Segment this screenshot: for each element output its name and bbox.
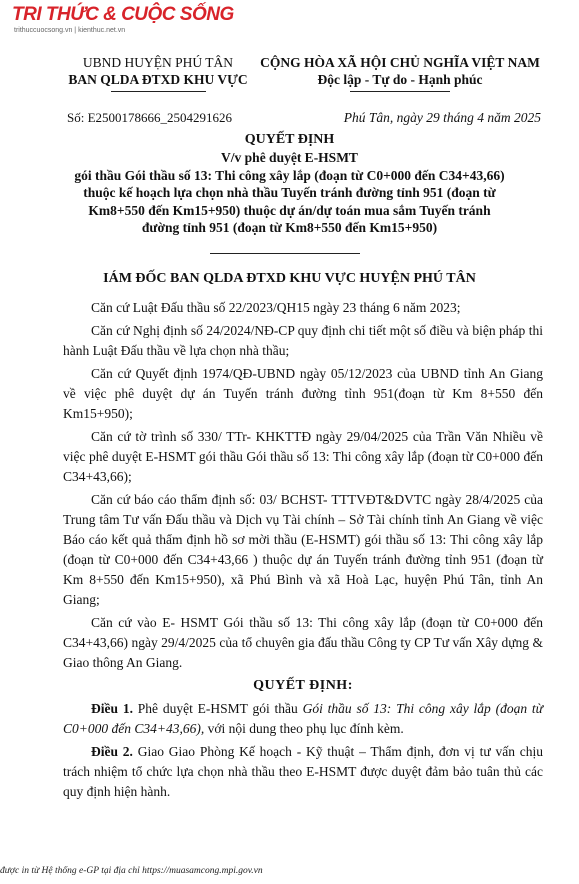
footer-note: được in từ Hệ thống e-GP tại địa chỉ https://muasamcong.mpi.gov.vn bbox=[0, 866, 263, 876]
title-divider bbox=[210, 253, 360, 254]
site-logo bbox=[12, 4, 234, 34]
basis-paragraph: Căn cứ tờ trình số 330/ TTr- KHKTTĐ ngày 29/04/2025 của Trần Văn Nhiều về việc phê duyệt E-HSMT gói thầu Gói thầu số 13: Thi công xây lắp (đoạn từ C0+000 đến C34+43,66); bbox=[63, 429, 543, 484]
article-1-label: Điều 1. bbox=[91, 701, 133, 716]
motto-underline bbox=[350, 91, 450, 92]
issuing-agency bbox=[58, 54, 258, 92]
subtitle-line: gói thầu Gói thầu số 13: Thi công xây lắp (đoạn từ C0+000 đến C34+43,66) bbox=[74, 167, 505, 183]
subtitle-line: đường tỉnh 951 (đoạn từ Km8+550 đến Km15+950) bbox=[141, 220, 438, 235]
article-1-text: Phê duyệt E-HSMT gói thầu bbox=[132, 701, 303, 716]
decision-heading: QUYẾT ĐỊNH: bbox=[253, 678, 353, 693]
subtitle-line: V/v phê duyệt E-HSMT bbox=[221, 150, 358, 165]
country-name: CỘNG HÒA XÃ HỘI CHỦ NGHĨA VIỆT NAM bbox=[260, 55, 540, 70]
article-1-italic: Gói thầu số 13: Thi công xây lắp (đoạn từ C0+000 đến C34+43,66), bbox=[63, 701, 543, 736]
subtitle-line: thuộc kế hoạch lựa chọn nhà thầu Tuyến tránh đường tỉnh 951 (đoạn từ bbox=[83, 185, 496, 200]
basis-paragraph: Căn cứ Luật Đấu thầu số 22/2023/QH15 ngày 23 tháng 6 năm 2023; bbox=[91, 300, 461, 315]
agency-line-2: BAN QLDA ĐTXD KHU VỰC bbox=[68, 72, 248, 87]
basis-paragraph: Căn cứ vào E- HSMT Gói thầu số 13: Thi công xây lắp (đoạn từ C0+000 đến C34+43,66) ngày 29/4/2025 của tổ chuyên gia đấu thầu Công ty CP Tư vấn Xây dựng & Giao thông An Giang. bbox=[63, 615, 543, 670]
document-number: Số: E2500178666_2504291626 bbox=[67, 110, 233, 125]
article-2-label: Điều 2. bbox=[91, 744, 133, 759]
article-2-text: Giao Giao Phòng Kế hoạch - Kỹ thuật – Thẩm định, đơn vị tư vấn chịu trách nhiệm tổ chức lựa chọn nhà thầu theo E-HSMT được duyệt đảm bảo tuân thủ các quy định hiện hành. bbox=[63, 744, 543, 799]
basis-paragraph: Căn cứ Quyết định 1974/QĐ-UBND ngày 05/12/2023 của UBND tỉnh An Giang về việc phê duyệt dự án Tuyến tránh đường tỉnh 951(đoạn từ Km 8+550 đến Km15+950); bbox=[63, 366, 543, 421]
national-motto bbox=[250, 54, 550, 92]
basis-paragraph: Căn cứ Nghị định số 24/2024/NĐ-CP quy định chi tiết một số điều và biện pháp thi hành Luật Đấu thầu về lựa chọn nhà thầu; bbox=[63, 323, 543, 358]
article-2 bbox=[63, 742, 543, 802]
document-title: QUYẾT ĐỊNH bbox=[244, 132, 335, 147]
basis-paragraph: Căn cứ báo cáo thẩm định số: 03/ BCHST- TTTVĐT&DVTC ngày 28/4/2025 của Trung tâm Tư vấn Đấu thầu và Dịch vụ Tài chính – Sở Tài chính tỉnh An Giang về việc Báo cáo kết quả thẩm định hồ sơ mời thầu (E-HSMT) gói thầu số 13: Thi công xây lắp (đoạn từ C0+000 đến C34+43,66 ) thuộc dự án Tuyến tránh đường tỉnh 951 (đoạn từ Km 8+550 đến Km15+950), xã Phú Bình và xã Hoà Lạc, huyện Phú Tân, tỉnh An Giang; bbox=[63, 492, 543, 607]
article-1-text-end: với nội dung theo phụ lục đính kèm. bbox=[204, 721, 404, 736]
article-1 bbox=[63, 699, 543, 739]
agency-underline bbox=[111, 91, 206, 92]
document-body bbox=[63, 298, 543, 805]
document-header bbox=[0, 54, 579, 114]
agency-line-1: UBND HUYỆN PHÚ TÂN bbox=[82, 55, 234, 70]
document-date: Phú Tân, ngày 29 tháng 4 năm 2025 bbox=[343, 110, 541, 125]
subtitle-line: Km8+550 đến Km15+950) thuộc dự án/dự toán mua sắm Tuyến tránh bbox=[88, 202, 491, 218]
motto: Độc lập - Tự do - Hạnh phúc bbox=[317, 72, 483, 87]
logo-text: TRI THỨC & CUỘC SỐNG bbox=[12, 4, 234, 25]
document-subtitle bbox=[0, 149, 579, 237]
authority-heading: IÁM ĐỐC BAN QLDA ĐTXD KHU VỰC HUYỆN PHÚ TÂN bbox=[103, 271, 476, 286]
logo-subtext: trithuccuocsong.vn | kienthuc.net.vn bbox=[14, 27, 126, 34]
